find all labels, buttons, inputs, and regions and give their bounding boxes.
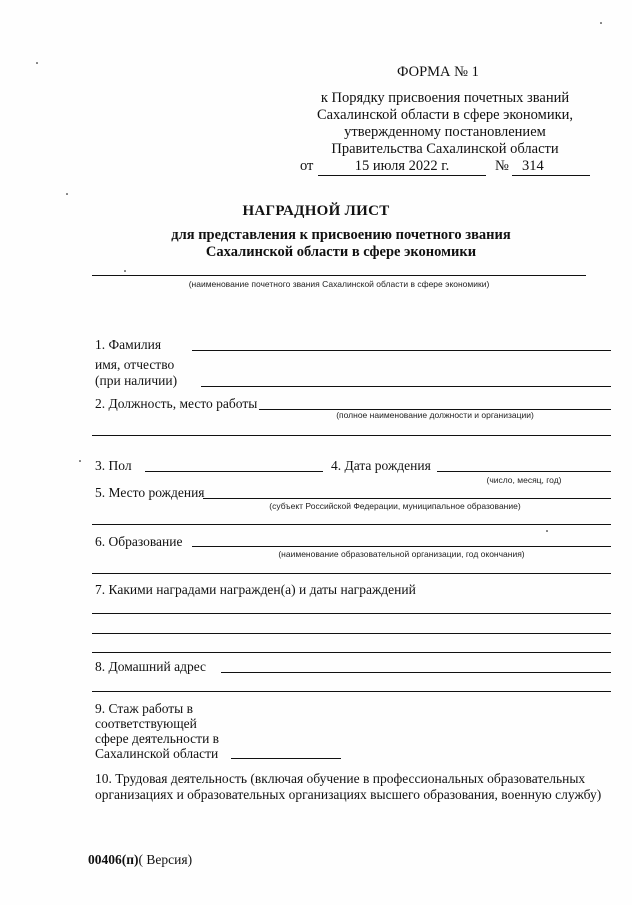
labor-activity-line-2: организациях и образовательных организациях высшего образования, военную службу) xyxy=(95,787,602,802)
footer-code-number: 00406(п) xyxy=(88,852,139,867)
document-title: НАГРАДНОЙ ЛИСТ xyxy=(242,203,390,219)
scan-speck xyxy=(79,460,81,462)
header-line-2: Сахалинской области в сфере экономики, xyxy=(316,107,574,123)
scan-speck xyxy=(600,22,602,24)
awards-field-line-1[interactable] xyxy=(92,613,611,614)
scan-speck xyxy=(36,62,38,64)
award-name-line xyxy=(92,275,586,276)
awards-label: 7. Какими наградами награжден(а) и даты награждений xyxy=(95,582,416,597)
awards-field-line-2[interactable] xyxy=(92,633,611,634)
sex-label: 3. Пол xyxy=(95,458,132,473)
address-field-line-2[interactable] xyxy=(92,691,611,692)
form-number: ФОРМА № 1 xyxy=(397,64,479,80)
header-line-4: Правительства Сахалинской области xyxy=(331,141,559,157)
surname-label: 1. Фамилия xyxy=(95,337,162,352)
footer-version: ( Версия) xyxy=(138,852,193,867)
number-underline xyxy=(512,175,590,176)
position-label: 2. Должность, место работы xyxy=(95,396,258,411)
number-label: № xyxy=(495,158,509,174)
birthplace-caption: (субъект Российской Федерации, муниципальное образование) xyxy=(269,501,521,511)
birthplace-field-line-2[interactable] xyxy=(92,524,611,525)
labor-activity-line-1: 10. Трудовая деятельность (включая обучение в профессиональных образовательных xyxy=(95,771,586,786)
header-line-3: утвержденному постановлением xyxy=(344,124,546,140)
scan-speck xyxy=(546,530,548,532)
education-field-line-2[interactable] xyxy=(92,573,611,574)
experience-label-3: сфере деятельности в xyxy=(95,731,220,746)
name-label-2: (при наличии) xyxy=(95,373,178,388)
birthplace-label: 5. Место рождения xyxy=(95,485,205,500)
birthdate-label: 4. Дата рождения xyxy=(331,458,431,473)
experience-label-4: Сахалинской области xyxy=(95,746,219,761)
award-name-caption: (наименование почетного звания Сахалинской области в сфере экономики) xyxy=(188,279,490,289)
footer-code xyxy=(88,852,192,868)
scan-speck xyxy=(66,193,68,195)
position-field-line-2[interactable] xyxy=(92,435,611,436)
awards-field-line-3[interactable] xyxy=(92,652,611,653)
title-subline-2: Сахалинской области в сфере экономики xyxy=(205,244,477,260)
education-field[interactable] xyxy=(192,546,611,547)
header-line-1: к Порядку присвоения почетных званий xyxy=(320,90,570,106)
experience-label-1: 9. Стаж работы в xyxy=(95,701,193,716)
decree-number: 314 xyxy=(522,158,544,174)
birthplace-field[interactable] xyxy=(203,498,611,499)
birthdate-field[interactable] xyxy=(437,471,611,472)
birthdate-caption: (число, месяц, год) xyxy=(486,475,562,485)
address-label: 8. Домашний адрес xyxy=(95,659,207,674)
name-field[interactable] xyxy=(201,386,611,387)
date-underline xyxy=(318,175,486,176)
from-label: от xyxy=(300,158,314,174)
education-caption: (наименование образовательной организации, год окончания) xyxy=(278,549,525,559)
experience-field[interactable] xyxy=(231,758,341,759)
name-label-1: имя, отчество xyxy=(95,357,175,372)
title-subline-1: для представления к присвоению почетного звания xyxy=(171,227,511,243)
decree-date: 15 июля 2022 г. xyxy=(354,158,450,174)
experience-label-2: соответствующей xyxy=(95,716,197,731)
education-label: 6. Образование xyxy=(95,534,183,549)
scan-speck xyxy=(124,270,126,272)
position-caption: (полное наименование должности и организации) xyxy=(336,410,534,420)
surname-field[interactable] xyxy=(192,350,611,351)
sex-field[interactable] xyxy=(145,471,323,472)
address-field[interactable] xyxy=(221,672,611,673)
